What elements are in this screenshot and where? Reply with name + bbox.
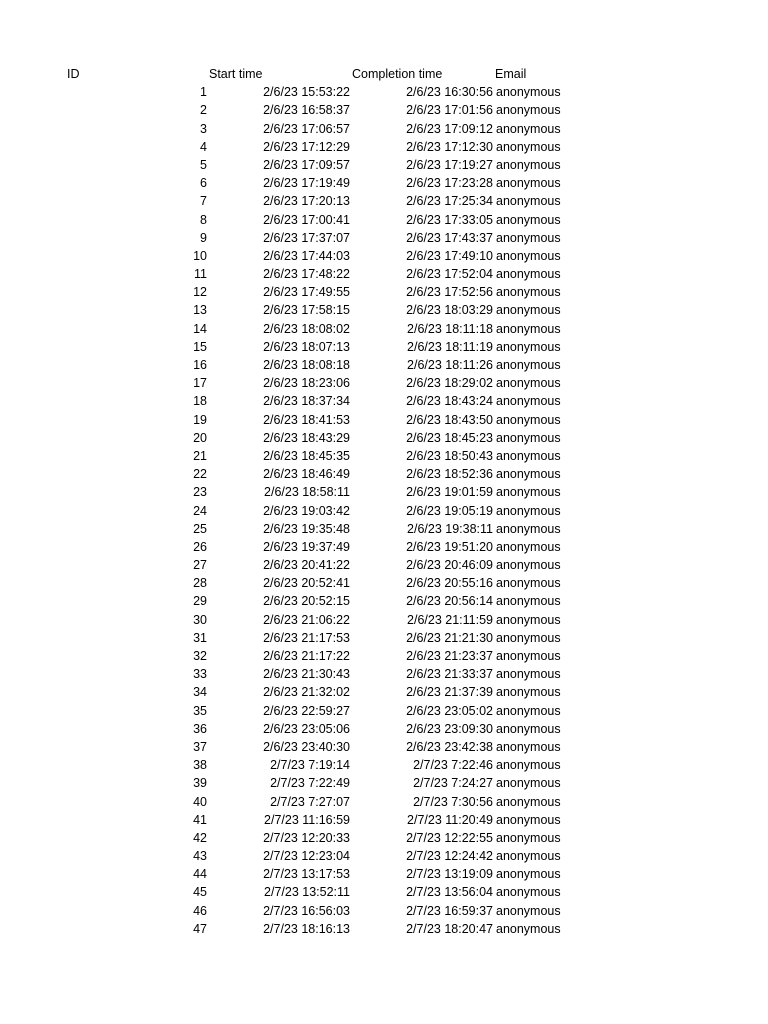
cell-email[interactable]: anonymous	[496, 321, 561, 336]
cell-email[interactable]: anonymous	[496, 85, 561, 100]
cell-completion-time[interactable]: 2/7/23 7:30:56	[413, 794, 493, 809]
cell-email[interactable]: anonymous	[496, 303, 561, 318]
cell-email[interactable]: anonymous	[496, 448, 561, 463]
table-row	[0, 101, 768, 119]
table-row	[0, 920, 768, 938]
cell-completion-time[interactable]: 2/6/23 17:01:56	[406, 103, 493, 118]
cell-completion-time[interactable]: 2/6/23 18:45:23	[406, 430, 493, 445]
cell-start-time[interactable]: 2/7/23 12:20:33	[263, 830, 350, 845]
cell-email[interactable]: anonymous	[496, 376, 561, 391]
cell-completion-time[interactable]: 2/6/23 23:09:30	[406, 721, 493, 736]
table-row	[0, 502, 768, 520]
table-row	[0, 301, 768, 319]
cell-id[interactable]: 9	[200, 230, 207, 245]
cell-email[interactable]: anonymous	[496, 649, 561, 663]
cell-id[interactable]: 3	[200, 121, 207, 136]
cell-email[interactable]: anonymous	[496, 576, 561, 591]
cell-completion-time[interactable]: 2/7/23 7:22:46	[413, 758, 493, 773]
cell-id[interactable]: 1	[200, 85, 207, 100]
cell-completion-time[interactable]: 2/7/23 18:20:47	[406, 921, 493, 936]
table-row	[0, 811, 768, 829]
cell-email[interactable]: anonymous	[496, 194, 561, 209]
column-header-completion-time[interactable]: Completion time	[352, 67, 443, 81]
cell-email[interactable]: anonymous	[496, 794, 561, 809]
cell-completion-time[interactable]: 2/6/23 17:23:28	[406, 176, 493, 191]
cell-email[interactable]: anonymous	[496, 248, 561, 263]
table-row	[0, 847, 768, 865]
table-row	[0, 211, 768, 229]
cell-start-time[interactable]: 2/6/23 21:17:22	[263, 649, 350, 663]
cell-id[interactable]: 46	[193, 903, 207, 918]
cell-start-time[interactable]: 2/6/23 18:08:02	[263, 321, 350, 336]
table-row	[0, 229, 768, 247]
cell-id[interactable]: 21	[193, 448, 207, 463]
cell-id[interactable]: 36	[193, 721, 207, 736]
cell-start-time[interactable]: 2/6/23 17:20:13	[263, 194, 350, 209]
cell-completion-time[interactable]: 2/6/23 18:43:24	[406, 394, 493, 409]
cell-start-time[interactable]: 2/6/23 16:58:37	[263, 103, 350, 118]
cell-start-time[interactable]: 2/6/23 18:46:49	[263, 467, 350, 482]
cell-email[interactable]: anonymous	[496, 758, 561, 773]
table-row	[0, 611, 768, 629]
cell-start-time[interactable]: 2/6/23 17:12:29	[263, 139, 350, 154]
table-row	[0, 756, 768, 774]
cell-start-time[interactable]: 2/6/23 18:37:34	[263, 394, 350, 409]
cell-start-time[interactable]: 2/6/23 17:00:41	[263, 212, 350, 227]
cell-id[interactable]: 18	[193, 394, 207, 409]
table-row	[0, 320, 768, 338]
cell-completion-time[interactable]: 2/6/23 17:52:04	[406, 267, 493, 282]
cell-email[interactable]: anonymous	[496, 430, 561, 445]
column-header-id[interactable]: ID	[67, 67, 80, 81]
cell-completion-time[interactable]: 2/6/23 20:56:14	[406, 594, 493, 609]
cell-start-time[interactable]: 2/7/23 13:17:53	[263, 867, 350, 882]
cell-id[interactable]: 30	[193, 612, 207, 627]
cell-id[interactable]: 42	[193, 830, 207, 845]
cell-start-time[interactable]: 2/6/23 18:43:29	[263, 430, 350, 445]
cell-completion-time[interactable]: 2/7/23 11:20:49	[407, 812, 493, 827]
table-row	[0, 83, 768, 101]
cell-email[interactable]: anonymous	[496, 867, 561, 882]
table-row	[0, 374, 768, 392]
cell-start-time[interactable]: 2/6/23 20:41:22	[263, 558, 350, 573]
cell-id[interactable]: 23	[193, 485, 207, 500]
table-row	[0, 411, 768, 429]
cell-start-time[interactable]: 2/7/23 13:52:11	[264, 885, 350, 900]
cell-id[interactable]: 37	[193, 739, 207, 754]
cell-completion-time[interactable]: 2/7/23 13:56:04	[406, 885, 493, 900]
cell-id[interactable]: 13	[193, 303, 207, 318]
cell-completion-time[interactable]: 2/6/23 17:12:30	[406, 139, 493, 154]
cell-id[interactable]: 5	[200, 157, 207, 172]
cell-email[interactable]: anonymous	[496, 703, 561, 718]
cell-id[interactable]: 12	[193, 285, 207, 300]
table-row	[0, 629, 768, 647]
column-header-email[interactable]: Email	[495, 67, 527, 81]
table-row	[0, 520, 768, 538]
cell-email[interactable]: anonymous	[496, 103, 561, 118]
table-row	[0, 356, 768, 374]
cell-completion-time[interactable]: 2/6/23 21:21:30	[406, 630, 493, 645]
cell-completion-time[interactable]: 2/6/23 17:25:34	[406, 194, 493, 209]
cell-email[interactable]: anonymous	[496, 739, 561, 754]
cell-start-time[interactable]: 2/7/23 7:27:07	[270, 794, 350, 809]
table-row	[0, 338, 768, 356]
cell-completion-time[interactable]: 2/6/23 17:49:10	[406, 248, 493, 263]
cell-email[interactable]: anonymous	[496, 630, 561, 645]
cell-id[interactable]: 43	[193, 849, 207, 864]
cell-id[interactable]: 7	[200, 194, 207, 209]
cell-start-time[interactable]: 2/6/23 17:58:15	[263, 303, 350, 318]
table-row	[0, 174, 768, 192]
cell-completion-time[interactable]: 2/6/23 23:42:38	[406, 739, 493, 754]
cell-completion-time[interactable]: 2/6/23 17:09:12	[406, 121, 493, 136]
cell-start-time[interactable]: 2/6/23 17:19:49	[263, 176, 350, 191]
cell-start-time[interactable]: 2/7/23 7:22:49	[270, 776, 350, 791]
cell-email[interactable]: anonymous	[496, 230, 561, 245]
table-row	[0, 447, 768, 465]
table-row	[0, 865, 768, 883]
cell-start-time[interactable]: 2/6/23 21:17:53	[263, 630, 350, 645]
table-row	[0, 465, 768, 483]
cell-start-time[interactable]: 2/6/23 23:05:06	[263, 721, 350, 736]
cell-start-time[interactable]: 2/6/23 18:08:18	[263, 358, 350, 372]
cell-completion-time[interactable]: 2/6/23 19:51:20	[406, 539, 493, 554]
cell-completion-time[interactable]: 2/7/23 16:59:37	[406, 903, 493, 918]
cell-completion-time[interactable]: 2/6/23 18:29:02	[406, 376, 493, 391]
cell-completion-time[interactable]: 2/7/23 12:22:55	[406, 830, 493, 845]
cell-start-time[interactable]: 2/6/23 22:59:27	[263, 703, 350, 718]
cell-id[interactable]: 15	[193, 339, 207, 354]
cell-id[interactable]: 6	[200, 176, 207, 191]
cell-email[interactable]: anonymous	[496, 812, 561, 827]
table-row	[0, 720, 768, 738]
cell-email[interactable]: anonymous	[496, 667, 561, 682]
cell-email[interactable]: anonymous	[496, 721, 561, 736]
table-row	[0, 883, 768, 901]
cell-id[interactable]: 39	[193, 776, 207, 791]
cell-completion-time[interactable]: 2/6/23 16:30:56	[406, 85, 493, 100]
cell-start-time[interactable]: 2/6/23 17:09:57	[263, 157, 350, 172]
cell-email[interactable]: anonymous	[496, 358, 561, 372]
cell-completion-time[interactable]: 2/6/23 19:38:11	[407, 521, 493, 536]
cell-id[interactable]: 34	[193, 685, 207, 700]
table-row	[0, 429, 768, 447]
cell-completion-time[interactable]: 2/6/23 20:46:09	[406, 558, 493, 573]
cell-email[interactable]: anonymous	[496, 157, 561, 172]
cell-completion-time[interactable]: 2/6/23 18:43:50	[406, 412, 493, 427]
cell-completion-time[interactable]: 2/6/23 18:11:19	[407, 339, 493, 354]
spreadsheet	[0, 65, 768, 938]
cell-id[interactable]: 44	[193, 867, 207, 882]
table-row	[0, 592, 768, 610]
cell-email[interactable]: anonymous	[496, 121, 561, 136]
cell-email[interactable]: anonymous	[496, 885, 561, 900]
cell-completion-time[interactable]: 2/7/23 13:19:09	[406, 867, 493, 882]
cell-id[interactable]: 31	[193, 630, 207, 645]
table-row	[0, 538, 768, 556]
cell-email[interactable]: anonymous	[496, 467, 561, 482]
cell-id[interactable]: 40	[193, 794, 207, 809]
cell-email[interactable]: anonymous	[496, 139, 561, 154]
cell-email[interactable]: anonymous	[496, 849, 561, 864]
cell-id[interactable]: 22	[193, 467, 207, 482]
cell-completion-time[interactable]: 2/6/23 17:19:27	[406, 157, 493, 172]
cell-email[interactable]: anonymous	[496, 285, 561, 300]
cell-start-time[interactable]: 2/7/23 16:56:03	[263, 903, 350, 918]
cell-start-time[interactable]: 2/6/23 19:37:49	[263, 539, 350, 554]
cell-id[interactable]: 32	[193, 649, 207, 663]
cell-completion-time[interactable]: 2/6/23 17:52:56	[406, 285, 493, 300]
cell-start-time[interactable]: 2/6/23 18:07:13	[263, 339, 350, 354]
cell-start-time[interactable]: 2/6/23 17:44:03	[263, 248, 350, 263]
cell-id[interactable]: 8	[200, 212, 207, 227]
cell-id[interactable]: 25	[193, 521, 207, 536]
table-body	[0, 83, 768, 938]
table-row	[0, 192, 768, 210]
cell-completion-time[interactable]: 2/6/23 21:11:59	[407, 612, 493, 627]
cell-email[interactable]: anonymous	[496, 539, 561, 554]
cell-email[interactable]: anonymous	[496, 558, 561, 573]
cell-email[interactable]: anonymous	[496, 485, 561, 500]
cell-completion-time[interactable]: 2/6/23 23:05:02	[406, 703, 493, 718]
cell-completion-time[interactable]: 2/6/23 17:43:37	[406, 230, 493, 245]
table-row	[0, 556, 768, 574]
cell-completion-time[interactable]: 2/7/23 7:24:27	[413, 776, 493, 791]
table-row	[0, 156, 768, 174]
cell-email[interactable]: anonymous	[496, 612, 561, 627]
cell-id[interactable]: 2	[200, 103, 207, 118]
cell-email[interactable]: anonymous	[496, 339, 561, 354]
cell-completion-time[interactable]: 2/6/23 20:55:16	[406, 576, 493, 591]
cell-email[interactable]: anonymous	[496, 776, 561, 791]
table-row	[0, 683, 768, 701]
header-row	[0, 65, 768, 83]
cell-email[interactable]: anonymous	[496, 921, 561, 936]
table-row	[0, 483, 768, 501]
cell-start-time[interactable]: 2/6/23 21:06:22	[263, 612, 350, 627]
cell-id[interactable]: 11	[194, 267, 207, 282]
table-row	[0, 574, 768, 592]
cell-id[interactable]: 38	[193, 758, 207, 773]
cell-id[interactable]: 10	[193, 248, 207, 263]
cell-start-time[interactable]: 2/6/23 17:06:57	[263, 121, 350, 136]
cell-email[interactable]: anonymous	[496, 176, 561, 191]
table-row	[0, 265, 768, 283]
cell-completion-time[interactable]: 2/7/23 12:24:42	[406, 849, 493, 864]
cell-start-time[interactable]: 2/6/23 19:35:48	[263, 521, 350, 536]
cell-id[interactable]: 45	[193, 885, 207, 900]
cell-start-time[interactable]: 2/6/23 21:32:02	[263, 685, 350, 700]
cell-completion-time[interactable]: 2/6/23 21:23:37	[406, 649, 493, 663]
cell-start-time[interactable]: 2/6/23 17:37:07	[263, 230, 350, 245]
cell-id[interactable]: 19	[193, 412, 207, 427]
cell-start-time[interactable]: 2/6/23 18:45:35	[263, 448, 350, 463]
cell-id[interactable]: 20	[193, 430, 207, 445]
cell-completion-time[interactable]: 2/6/23 21:33:37	[406, 667, 493, 682]
cell-completion-time[interactable]: 2/6/23 19:01:59	[406, 485, 493, 500]
cell-id[interactable]: 35	[193, 703, 207, 718]
cell-completion-time[interactable]: 2/6/23 18:50:43	[406, 448, 493, 463]
cell-id[interactable]: 16	[193, 358, 207, 372]
cell-start-time[interactable]: 2/7/23 12:23:04	[263, 849, 350, 864]
cell-start-time[interactable]: 2/6/23 23:40:30	[263, 739, 350, 754]
table-row	[0, 902, 768, 920]
cell-completion-time[interactable]: 2/6/23 21:37:39	[406, 685, 493, 700]
cell-start-time[interactable]: 2/6/23 17:49:55	[263, 285, 350, 300]
table-row	[0, 665, 768, 683]
table-row	[0, 738, 768, 756]
cell-email[interactable]: anonymous	[496, 412, 561, 427]
cell-completion-time[interactable]: 2/6/23 17:33:05	[406, 212, 493, 227]
cell-start-time[interactable]: 2/7/23 18:16:13	[263, 921, 350, 936]
cell-start-time[interactable]: 2/7/23 7:19:14	[270, 758, 350, 773]
table-row	[0, 138, 768, 156]
table-row	[0, 647, 768, 665]
cell-completion-time[interactable]: 2/6/23 18:11:18	[407, 321, 493, 336]
cell-completion-time[interactable]: 2/6/23 18:03:29	[406, 303, 493, 318]
table-row	[0, 247, 768, 265]
cell-start-time[interactable]: 2/6/23 18:41:53	[263, 412, 350, 427]
cell-id[interactable]: 24	[193, 503, 207, 518]
table-row	[0, 829, 768, 847]
cell-email[interactable]: anonymous	[496, 212, 561, 227]
cell-completion-time[interactable]: 2/6/23 18:52:36	[406, 467, 493, 482]
cell-email[interactable]: anonymous	[496, 521, 561, 536]
column-header-start-time[interactable]: Start time	[209, 67, 263, 81]
table-row	[0, 702, 768, 720]
cell-id[interactable]: 28	[193, 576, 207, 591]
table-row	[0, 120, 768, 138]
cell-start-time[interactable]: 2/6/23 17:48:22	[263, 267, 350, 282]
table-row	[0, 774, 768, 792]
cell-start-time[interactable]: 2/6/23 15:53:22	[263, 85, 350, 100]
table-row	[0, 392, 768, 410]
cell-email[interactable]: anonymous	[496, 503, 561, 518]
cell-email[interactable]: anonymous	[496, 903, 561, 918]
cell-id[interactable]: 41	[193, 812, 207, 827]
cell-email[interactable]: anonymous	[496, 394, 561, 409]
cell-start-time[interactable]: 2/6/23 18:58:11	[264, 485, 350, 500]
cell-start-time[interactable]: 2/6/23 20:52:15	[263, 594, 350, 609]
cell-email[interactable]: anonymous	[496, 267, 561, 282]
cell-id[interactable]: 14	[193, 321, 207, 336]
table-row	[0, 793, 768, 811]
cell-start-time[interactable]: 2/6/23 20:52:41	[263, 576, 350, 591]
cell-email[interactable]: anonymous	[496, 685, 561, 700]
cell-start-time[interactable]: 2/6/23 19:03:42	[263, 503, 350, 518]
cell-start-time[interactable]: 2/6/23 18:23:06	[263, 376, 350, 391]
cell-id[interactable]: 47	[193, 921, 207, 936]
cell-email[interactable]: anonymous	[496, 594, 561, 609]
cell-completion-time[interactable]: 2/6/23 19:05:19	[406, 503, 493, 518]
cell-id[interactable]: 17	[193, 376, 207, 391]
cell-start-time[interactable]: 2/6/23 21:30:43	[263, 667, 350, 682]
cell-id[interactable]: 4	[200, 139, 207, 154]
cell-id[interactable]: 26	[193, 539, 207, 554]
table-row	[0, 283, 768, 301]
cell-completion-time[interactable]: 2/6/23 18:11:26	[407, 358, 493, 372]
cell-email[interactable]: anonymous	[496, 830, 561, 845]
cell-id[interactable]: 27	[193, 558, 207, 573]
cell-id[interactable]: 29	[193, 594, 207, 609]
cell-id[interactable]: 33	[193, 667, 207, 682]
cell-start-time[interactable]: 2/7/23 11:16:59	[264, 812, 350, 827]
